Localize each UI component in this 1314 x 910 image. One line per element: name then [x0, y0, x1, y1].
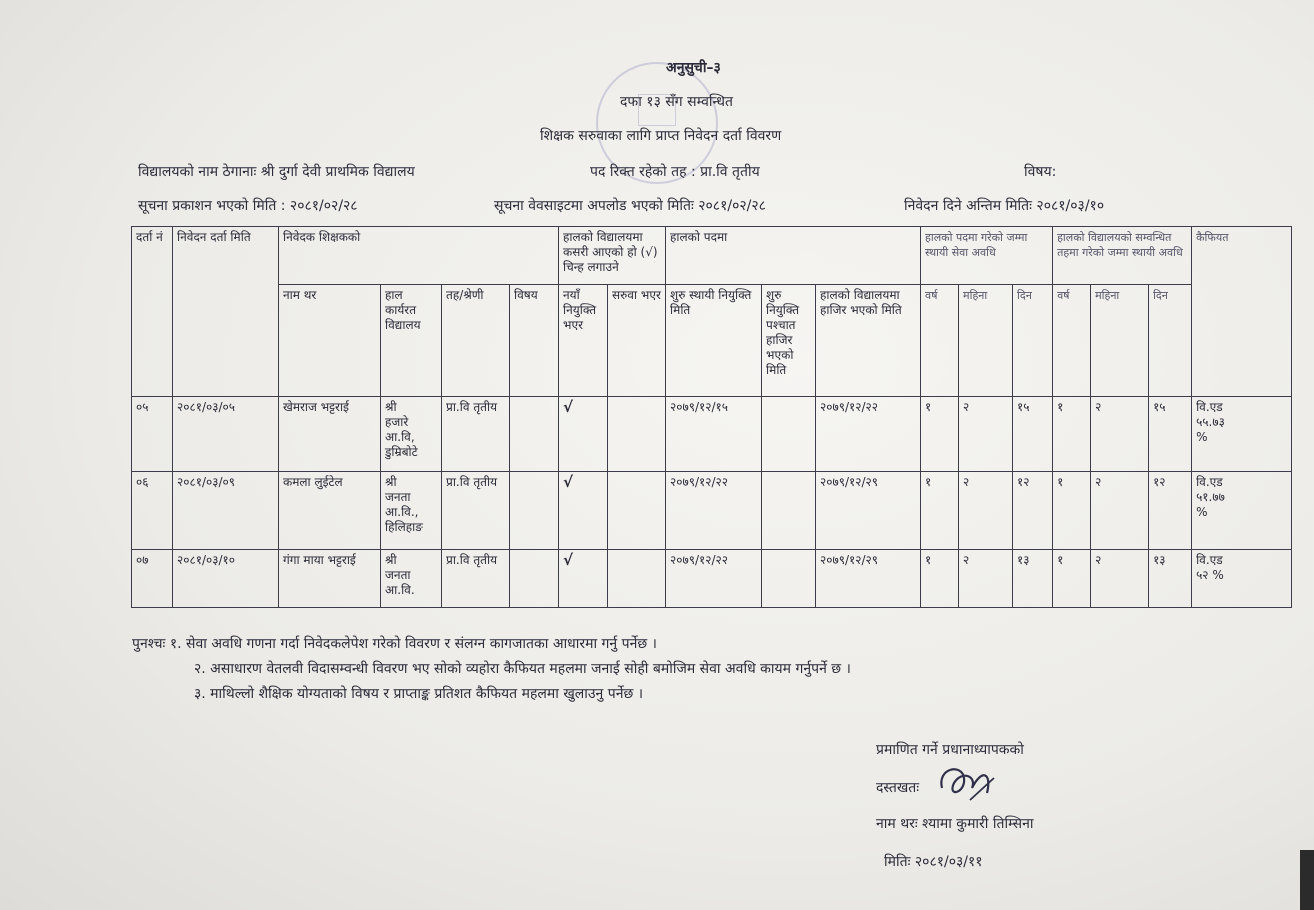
remark-line: वि.एड — [1196, 552, 1223, 567]
cell-subject — [510, 471, 559, 549]
school-line: हिलिहाङ — [385, 519, 423, 534]
cell-name: खेमराज भट्टराई — [279, 397, 381, 471]
header-day: दिन — [1149, 285, 1192, 397]
header-day: दिन — [1013, 285, 1053, 397]
page-edge-shadow — [1300, 850, 1314, 910]
signature-date: मितिः २०८१/०३/११ — [884, 854, 983, 870]
footnote-1: पुनश्चः १. सेवा अवधि गणना गर्दा निवेदकलेपेश गरेको विवरण र संलग्न कागजातका आधारमा गर्नु पर्नेछ । — [132, 636, 657, 652]
header-after-appointment: शुरु नियुक्ति पश्चात हाजिर भएको मिति — [762, 285, 816, 397]
schedule-heading: अनुसुची–३ — [666, 60, 721, 76]
cell-after-appointment — [762, 397, 816, 471]
header-applicant: निवेदक शिक्षकको — [279, 227, 559, 285]
header-how-came: हालको विद्यालयमा कसरी आएको हो (√) चिन्ह लगाउने — [559, 227, 666, 285]
cell-school — [381, 549, 442, 607]
header-name: नाम थर — [279, 285, 381, 397]
certified-by-label: प्रमाणित गर्ने प्रधानाध्यापकको — [876, 742, 1024, 758]
header-joined-date: हालको विद्यालयमा हाजिर भएको मिति — [816, 285, 921, 397]
header-school: हाल कार्यरत विद्यालय — [381, 285, 442, 397]
cell-joined-date: २०७९/१२/२९ — [816, 549, 921, 607]
footnotes — [132, 632, 851, 707]
cell-subject — [510, 397, 559, 471]
header-month: महिना — [1091, 285, 1149, 397]
cell-transfer — [608, 471, 666, 549]
footnote-3: ३. माथिल्लो शैक्षिक योग्यताको विषय र प्राप्ताङ्क प्रतिशत कैफियत महलमा खुलाउनु पर्नेछ । — [194, 686, 644, 702]
handwritten-signature — [932, 758, 1002, 808]
cell-transfer — [608, 549, 666, 607]
school-line: आ.वि. — [385, 582, 415, 597]
vacant-post: पद रिक्त रहेको तह : प्रा.वि तृतीय — [590, 164, 760, 180]
cell-month: २ — [959, 549, 1013, 607]
cell-permanent-date: २०७९/१२/२२ — [666, 471, 762, 549]
table-row — [132, 549, 1292, 607]
header-application-date: निवेदन दर्ता मिति — [173, 227, 279, 397]
header-year: वर्ष — [1053, 285, 1091, 397]
cell-level: प्रा.वि तृतीय — [442, 397, 510, 471]
cell-school — [381, 397, 442, 471]
cell-new-appointment: √ — [559, 549, 608, 607]
school-line: हजारे — [385, 415, 409, 430]
school-line: आ.वि, — [385, 430, 415, 445]
signature-label: दस्तखतः — [876, 780, 920, 796]
header-service-current-level: हालको विद्यालयको सम्वन्धित तहमा गरेको जम्मा स्थायी अवधि — [1053, 227, 1192, 285]
header-year: वर्ष — [921, 285, 959, 397]
school-line: श्री — [385, 474, 397, 489]
cell-year: १ — [921, 471, 959, 549]
header-subject: विषय — [510, 285, 559, 397]
header-service-current-post: हालको पदमा गरेको जम्मा स्थायी सेवा अवधि — [921, 227, 1053, 285]
cell-school — [381, 471, 442, 549]
school-line: जनता — [385, 567, 411, 582]
cell-year: १ — [921, 549, 959, 607]
header-level: तह/श्रेणी — [442, 285, 510, 397]
cell-new-appointment: √ — [559, 471, 608, 549]
cell-after-appointment — [762, 549, 816, 607]
principal-name: नाम थरः श्यामा कुमारी तिम्सिना — [876, 816, 1034, 832]
school-line: जनता — [385, 489, 411, 504]
header-current-post: हालको पदमा — [666, 227, 921, 285]
remark-line: ५२ % — [1196, 567, 1224, 582]
cell-name: कमला लुईटेल — [279, 471, 381, 549]
cell-permanent-date: २०७९/१२/२२ — [666, 549, 762, 607]
cell-day: १३ — [1013, 549, 1053, 607]
cell-permanent-date: २०७९/१२/१५ — [666, 397, 762, 471]
footnote-2: २. असाधारण वेतलवी विदासम्वन्धी विवरण भए सोको व्यहोरा कैफियत महलमा जनाई सोही बमोजिम सेवा अवधि कायम गर्नुपर्ने छ । — [194, 661, 851, 677]
website-date: सूचना वेवसाइटमा अपलोड भएको मितिः २०८१/०२/२८ — [494, 198, 766, 214]
header-transfer: सरुवा भएर — [608, 285, 666, 397]
cell-level: प्रा.वि तृतीय — [442, 549, 510, 607]
cell-month: २ — [959, 471, 1013, 549]
cell-month: २ — [959, 397, 1013, 471]
header-reg-no: दर्ता नं — [132, 227, 173, 397]
remark-line: ५५.७३ — [1196, 415, 1225, 430]
section-heading: दफा १३ सँग सम्वन्धित — [620, 94, 734, 110]
cell-day: १५ — [1013, 397, 1053, 471]
cell-reg-no: ०५ — [132, 397, 173, 471]
school-line: डुम्रिबोटे — [385, 445, 418, 460]
cell-day: १२ — [1149, 471, 1192, 549]
remark-line: वि.एड — [1196, 474, 1223, 489]
table-row — [132, 397, 1292, 471]
cell-month: २ — [1091, 397, 1149, 471]
remark-line: % — [1196, 504, 1208, 519]
header-new-appointment: नयाँ नियुक्ति भएर — [559, 285, 608, 397]
deadline-date: निवेदन दिने अन्तिम मितिः २०८१/०३/१० — [904, 198, 1105, 214]
cell-joined-date: २०७९/१२/२९ — [816, 471, 921, 549]
cell-day: १५ — [1149, 397, 1192, 471]
cell-remarks — [1192, 471, 1292, 549]
cell-remarks — [1192, 397, 1292, 471]
header-month: महिना — [959, 285, 1013, 397]
school-line: श्री — [385, 552, 397, 567]
cell-new-appointment: √ — [559, 397, 608, 471]
cell-after-appointment — [762, 471, 816, 549]
cell-reg-no: ०७ — [132, 549, 173, 607]
notice-date: सूचना प्रकाशन भएको मिति : २०८१/०२/२८ — [138, 198, 358, 214]
cell-app-date: २०८१/०३/०९ — [173, 471, 279, 549]
cell-year: १ — [1053, 471, 1091, 549]
cell-name: गंगा माया भट्टराई — [279, 549, 381, 607]
document-title: शिक्षक सरुवाका लागि प्राप्त निवेदन दर्ता विवरण — [540, 128, 782, 144]
application-register-table — [131, 226, 1292, 608]
school-line: आ.वि., — [385, 504, 419, 519]
header-permanent-date: शुरु स्थायी नियुक्ति मिति — [666, 285, 762, 397]
cell-reg-no: ०६ — [132, 471, 173, 549]
cell-day: १३ — [1149, 549, 1192, 607]
cell-level: प्रा.वि तृतीय — [442, 471, 510, 549]
cell-month: २ — [1091, 549, 1149, 607]
subject-label: विषय: — [1024, 164, 1057, 180]
cell-subject — [510, 549, 559, 607]
remark-line: % — [1196, 430, 1208, 445]
cell-year: १ — [1053, 549, 1091, 607]
cell-month: २ — [1091, 471, 1149, 549]
cell-remarks — [1192, 549, 1292, 607]
school-line: श्री — [385, 400, 397, 415]
remark-line: वि.एड — [1196, 400, 1223, 415]
remark-line: ५१.७७ — [1196, 489, 1225, 504]
cell-app-date: २०८१/०३/०५ — [173, 397, 279, 471]
cell-app-date: २०८१/०३/१० — [173, 549, 279, 607]
cell-year: १ — [1053, 397, 1091, 471]
cell-joined-date: २०७९/१२/२२ — [816, 397, 921, 471]
table-row — [132, 471, 1292, 549]
school-name: विद्यालयको नाम ठेगानाः श्री दुर्गा देवी प्राथमिक विद्यालय — [138, 164, 415, 180]
cell-day: १२ — [1013, 471, 1053, 549]
cell-transfer — [608, 397, 666, 471]
cell-year: १ — [921, 397, 959, 471]
header-remarks: कैफियत — [1192, 227, 1292, 397]
